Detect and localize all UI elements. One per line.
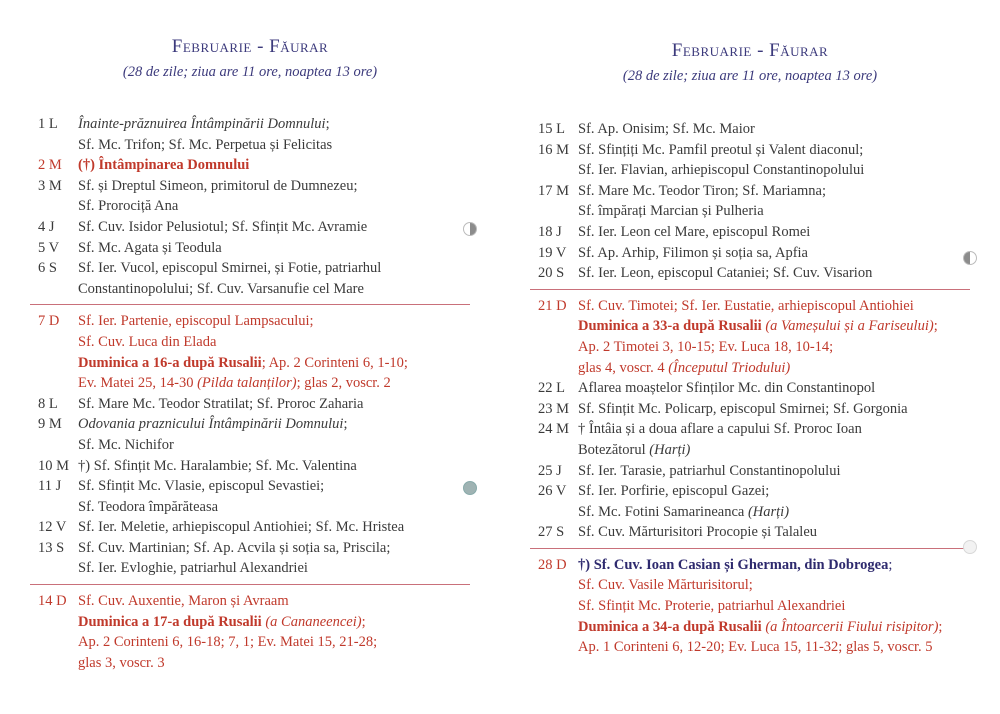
entry-text: [578, 296, 975, 378]
entry-text: [78, 591, 475, 673]
calendar-entry: [30, 394, 475, 415]
calendar-entries: [30, 114, 475, 673]
entry-line: [578, 181, 975, 202]
entry-line: [78, 632, 475, 653]
entry-line: [578, 419, 975, 440]
moon-phase-icon-full: [463, 481, 477, 495]
text-segment: (a Cananeencei): [265, 613, 362, 630]
calendar-entry: [30, 217, 475, 238]
day-label: 12 V: [38, 519, 67, 536]
calendar-entry: [530, 181, 975, 222]
right-page: [530, 0, 1000, 714]
entry-line: [78, 217, 475, 238]
day-label: 2 M: [38, 157, 62, 174]
entry-line: [578, 358, 975, 379]
entry-line: [578, 555, 975, 576]
entry-line: [578, 502, 975, 523]
entry-line: [78, 497, 475, 518]
text-segment: Sf. Teodora împărăteasa: [78, 498, 219, 515]
text-segment: Sf. Sfințit Mc. Policarp, episcopul Smirnei; Sf. Gorgonia: [578, 400, 908, 417]
entry-text: [78, 476, 475, 517]
text-segment: ;: [938, 618, 943, 635]
day-label: 4 J: [38, 218, 55, 235]
text-segment: Sf. Cuv. Timotei; Sf. Ier. Eustatie, arhiepiscopul Antiohiei: [578, 297, 914, 314]
entry-text: [578, 461, 975, 482]
calendar-entry: [30, 155, 475, 176]
entry-line: [578, 461, 975, 482]
week-divider: [30, 304, 470, 305]
text-segment: Sf. Sfințiți Mc. Pamfil preotul și Valent diaconul;: [578, 141, 864, 158]
entry-text: [578, 140, 975, 181]
entry-line: [78, 394, 475, 415]
day-label: 1 L: [38, 116, 58, 132]
entry-line: [78, 155, 475, 176]
text-segment: Înainte-prăznuirea Întâmpinării Domnului: [78, 116, 326, 132]
calendar-entry: [530, 555, 975, 658]
text-segment: Sf. Mc. Trifon; Sf. Mc. Perpetua și Felicitas: [78, 136, 333, 153]
day-label: 18 J: [538, 223, 562, 240]
text-segment: Sf. Cuv. Luca din Elada: [78, 333, 217, 350]
day-label: 24 M: [538, 421, 570, 438]
text-segment: (Pilda talanților): [197, 375, 297, 392]
text-segment: Duminica a 16-a după Rusalii: [78, 354, 262, 371]
entry-line: [78, 279, 475, 300]
text-segment: Sf. Ap. Arhip, Filimon și soția sa, Apfia: [578, 244, 808, 261]
day-label: 26 V: [538, 483, 567, 500]
text-segment: ;: [343, 416, 348, 433]
entry-line: [78, 135, 475, 156]
entry-text: [78, 258, 475, 299]
text-segment: †) Sf. Cuv. Ioan Casian și Gherman, din Dobrogea: [578, 556, 889, 573]
entry-line: [78, 653, 475, 674]
text-segment: Sf. Cuv. Auxentie, Maron și Avraam: [78, 593, 289, 610]
text-segment: Sf. Mare Mc. Teodor Tiron; Sf. Mariamna;: [578, 182, 827, 199]
calendar-entry: [530, 378, 975, 399]
text-segment: (a Vameșului și a Fariseului): [765, 318, 934, 335]
day-label: 28 D: [538, 556, 567, 573]
calendar-entry: [30, 476, 475, 517]
calendar-entry: [530, 119, 975, 140]
text-segment: glas 3, voscr. 3: [78, 654, 165, 671]
entry-line: [578, 119, 975, 140]
text-segment: Ev. Matei 25, 14-30: [78, 375, 198, 392]
entry-text: [78, 114, 475, 155]
day-label: 5 V: [38, 239, 60, 256]
entry-line: [78, 591, 475, 612]
text-segment: Odovania praznicului Întâmpinării Domnului: [78, 416, 344, 433]
text-segment: (a Întoarcerii Fiului risipitor): [765, 618, 939, 635]
day-label: 7 D: [38, 313, 60, 330]
entry-line: [78, 176, 475, 197]
entry-text: [578, 222, 975, 243]
day-label: 10 M: [38, 457, 70, 474]
entry-text: [578, 399, 975, 420]
text-segment: Sf. împărați Marcian și Pulheria: [578, 203, 764, 220]
calendar-entry: [30, 311, 475, 393]
entry-line: [578, 316, 975, 337]
text-segment: (Începutul Triodului): [668, 359, 791, 376]
calendar-entry: [530, 222, 975, 243]
entry-line: [578, 378, 975, 399]
calendar-entry: [530, 399, 975, 420]
entry-line: [78, 538, 475, 559]
week-divider: [30, 584, 470, 585]
entry-text: [578, 555, 975, 658]
day-label: 6 S: [38, 260, 57, 277]
entry-line: [578, 140, 975, 161]
entry-text: [78, 155, 475, 176]
text-segment: Duminica a 34-a după Rusalii: [578, 618, 762, 635]
entry-line: [578, 481, 975, 502]
entry-line: [78, 332, 475, 353]
text-segment: Sf. Mare Mc. Teodor Stratilat; Sf. Proroc Zaharia: [78, 395, 364, 412]
entry-line: [78, 311, 475, 332]
text-segment: Sf. Mc. Nichifor: [78, 436, 174, 453]
entry-text: [78, 517, 475, 538]
entry-line: [578, 596, 975, 617]
text-segment: Ap. 1 Corinteni 6, 12-20; Ev. Luca 15, 11-32; glas 5, voscr. 5: [578, 639, 933, 656]
entry-line: [578, 160, 975, 181]
calendar-entry: [30, 176, 475, 217]
text-segment: Sf. Ier. Leon, episcopul Cataniei; Sf. Cuv. Visarion: [578, 265, 873, 282]
entry-line: [78, 558, 475, 579]
day-label: 13 S: [38, 539, 65, 556]
text-segment: † Întâia și a doua aflare a capului Sf. Proroc Ioan: [578, 421, 862, 438]
day-label: 16 M: [538, 141, 570, 158]
entry-text: [578, 481, 975, 522]
text-segment: Duminica a 33-a după Rusalii: [578, 318, 762, 335]
calendar-entry: [530, 140, 975, 181]
text-segment: ;: [361, 613, 366, 630]
day-label: 15 L: [538, 121, 565, 137]
day-label: 3 M: [38, 177, 62, 194]
entry-line: [78, 353, 475, 374]
entry-line: [78, 196, 475, 217]
text-segment: glas 4, voscr. 4: [578, 359, 669, 376]
day-label: 22 L: [538, 380, 565, 397]
calendar-entry: [530, 522, 975, 543]
calendar-entry: [30, 538, 475, 579]
day-label: 25 J: [538, 462, 562, 479]
entry-text: [578, 522, 975, 543]
entry-text: [578, 243, 975, 264]
text-segment: Botezătorul: [578, 441, 650, 458]
text-segment: Ap. 2 Corinteni 6, 16-18; 7, 1; Ev. Matei 15, 21-28;: [78, 634, 378, 651]
calendar-entry: [530, 263, 975, 284]
calendar-entry: [530, 296, 975, 378]
text-segment: Sf. Mc. Agata și Teodula: [78, 239, 222, 256]
calendar-entry: [30, 238, 475, 259]
day-label: 21 D: [538, 297, 567, 314]
text-segment: (†) Întâmpinarea Domnului: [78, 157, 250, 174]
page-subtitle: (28 de zile; ziua are 11 ore, noaptea 13 ore): [122, 64, 378, 80]
text-segment: Sf. Cuv. Mărturisitori Procopie și Talaleu: [578, 524, 818, 541]
text-segment: Sf. Cuv. Martinian; Sf. Ap. Acvila și soția sa, Priscila;: [78, 539, 391, 556]
left-page: [30, 0, 500, 714]
calendar-entry: [30, 114, 475, 155]
text-segment: (Harți): [649, 441, 691, 458]
entry-line: [578, 296, 975, 317]
text-segment: ; Ap. 2 Corinteni 6, 1-10;: [261, 354, 408, 371]
text-segment: Sf. Ier. Meletie, arhiepiscopul Antiohiei; Sf. Mc. Hristea: [78, 519, 405, 536]
day-label: 17 M: [538, 182, 570, 199]
entry-line: [78, 435, 475, 456]
entry-text: [78, 394, 475, 415]
day-label: 27 S: [538, 524, 565, 541]
text-segment: Sf. Ap. Onisim; Sf. Mc. Maior: [578, 121, 755, 137]
entry-line: [578, 222, 975, 243]
calendar-entry: [530, 419, 975, 460]
day-label: 20 S: [538, 265, 565, 282]
entry-line: [578, 263, 975, 284]
entry-line: [578, 399, 975, 420]
text-segment: Constantinopolului; Sf. Cuv. Varsanufie cel Mare: [78, 280, 364, 297]
entry-line: [578, 337, 975, 358]
text-segment: ;: [325, 116, 330, 132]
text-segment: (Harți): [747, 503, 790, 520]
entry-line: [578, 243, 975, 264]
entry-text: [78, 176, 475, 217]
day-label: 14 D: [38, 593, 67, 610]
entry-text: [78, 217, 475, 238]
page-title: Februarie - Făurar: [171, 36, 329, 57]
calendar-entry: [30, 456, 475, 477]
text-segment: Sf. Ier. Porfirie, episcopul Gazei;: [578, 483, 770, 500]
moon-phase-icon-last-quarter: [963, 251, 977, 265]
entry-line: [78, 238, 475, 259]
entry-line: [78, 456, 475, 477]
entry-line: [578, 201, 975, 222]
entry-text: [578, 419, 975, 460]
day-label: 9 M: [38, 416, 62, 433]
calendar-entry: [30, 414, 475, 455]
text-segment: Sf. Ier. Evloghie, patriarhul Alexandriei: [78, 560, 308, 577]
text-segment: Sf. Sfințit Mc. Vlasie, episcopul Sevastiei;: [78, 478, 325, 495]
text-segment: Duminica a 17-a după Rusalii: [78, 613, 262, 630]
text-segment: Ap. 2 Timotei 3, 10-15; Ev. Luca 18, 10-14;: [578, 338, 834, 355]
week-divider: [530, 289, 970, 290]
entry-text: [78, 238, 475, 259]
text-segment: ;: [933, 318, 938, 335]
text-segment: †) Sf. Sfințit Mc. Haralambie; Sf. Mc. Valentina: [78, 457, 357, 474]
entry-line: [78, 517, 475, 538]
entry-line: [578, 617, 975, 638]
entry-line: [78, 476, 475, 497]
entry-text: [78, 311, 475, 393]
entry-text: [578, 378, 975, 399]
entry-line: [78, 414, 475, 435]
entry-line: [78, 258, 475, 279]
text-segment: Sf. Ier. Vucol, episcopul Smirnei, și Fotie, patriarhul: [78, 260, 382, 277]
text-segment: ; glas 2, voscr. 2: [296, 375, 391, 392]
text-segment: Aflarea moaștelor Sfinților Mc. din Constantinopol: [578, 380, 876, 397]
moon-phase-icon-first-quarter: [463, 222, 477, 236]
text-segment: Sf. Ier. Flavian, arhiepiscopul Constantinopolului: [578, 162, 865, 179]
entry-text: [78, 538, 475, 579]
page-title: Februarie - Făurar: [671, 40, 829, 61]
calendar-entries: [530, 119, 975, 658]
text-segment: Sf. Sfințit Mc. Proterie, patriarhul Alexandriei: [578, 598, 846, 615]
calendar-entry: [30, 258, 475, 299]
text-segment: ;: [888, 556, 893, 573]
text-segment: Sf. Ier. Partenie, episcopul Lampsacului;: [78, 313, 314, 330]
entry-line: [78, 114, 475, 135]
calendar-entry: [30, 517, 475, 538]
entry-line: [578, 440, 975, 461]
week-divider: [530, 548, 970, 549]
text-segment: Sf. Ier. Leon cel Mare, episcopul Romei: [578, 223, 811, 240]
entry-line: [578, 522, 975, 543]
calendar-entry: [530, 243, 975, 264]
calendar-entry: [530, 481, 975, 522]
entry-text: [78, 456, 475, 477]
entry-line: [578, 637, 975, 658]
day-label: 8 L: [38, 395, 58, 412]
entry-line: [78, 612, 475, 633]
entry-text: [578, 119, 975, 140]
calendar-entry: [530, 461, 975, 482]
entry-text: [578, 263, 975, 284]
text-segment: Sf. Cuv. Isidor Pelusiotul; Sf. Sfințit Mc. Avramie: [78, 218, 368, 235]
entry-text: [578, 181, 975, 222]
calendar-entry: [30, 591, 475, 673]
day-label: 11 J: [38, 478, 62, 495]
page-subtitle: (28 de zile; ziua are 11 ore, noaptea 13 ore): [622, 68, 878, 84]
entry-line: [578, 575, 975, 596]
text-segment: Sf. Mc. Fotini Samarineanca: [578, 503, 748, 520]
entry-line: [78, 373, 475, 394]
day-label: 23 M: [538, 400, 570, 417]
text-segment: Sf. și Dreptul Simeon, primitorul de Dumnezeu;: [78, 177, 358, 194]
text-segment: Sf. Prorociță Ana: [78, 198, 179, 215]
moon-phase-icon-new: [963, 540, 977, 554]
text-segment: Sf. Ier. Tarasie, patriarhul Constantinopolului: [578, 462, 841, 479]
day-label: 19 V: [538, 244, 567, 261]
entry-text: [78, 414, 475, 455]
text-segment: Sf. Cuv. Vasile Mărturisitorul;: [578, 577, 753, 594]
